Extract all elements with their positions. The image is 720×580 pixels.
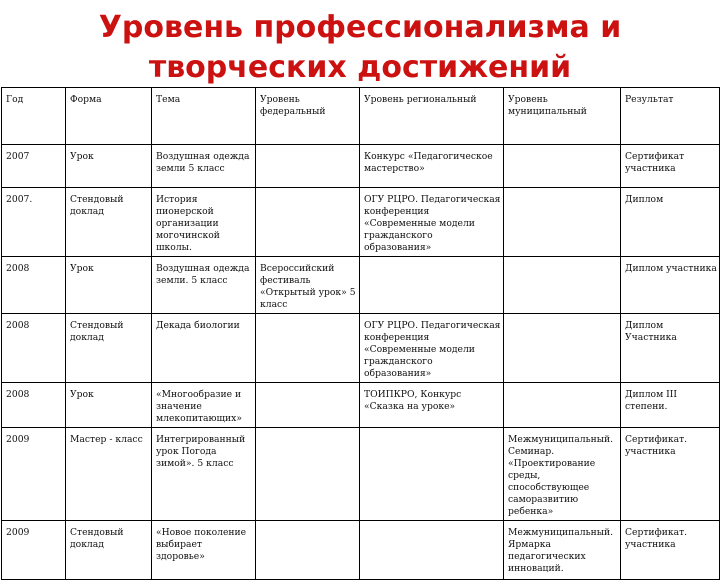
table-cell: Стендовый доклад (66, 188, 152, 257)
table-cell (256, 383, 360, 428)
table-cell: Воздушная одежда земли 5 класс (152, 145, 256, 188)
header-cell-year: Год (2, 88, 66, 145)
title-line-1: Уровень профессионализма и (98, 10, 622, 45)
table-cell: 2008 (2, 314, 66, 383)
table-cell: Стендовый доклад (66, 521, 152, 580)
table-cell: Диплом (621, 188, 720, 257)
table-cell (256, 428, 360, 521)
table-row (2, 521, 720, 580)
header-cell-regional: Уровень региональный (360, 88, 504, 145)
table-cell (504, 257, 621, 314)
table-cell: История пионерской организации могочинской школы. (152, 188, 256, 257)
table-cell (256, 314, 360, 383)
table-row (2, 383, 720, 428)
table-header-row (2, 88, 720, 145)
table-cell: 2008 (2, 257, 66, 314)
table-cell (360, 257, 504, 314)
table-cell (360, 428, 504, 521)
table-cell: ОГУ РЦРО. Педагогическая конференция «Современные модели гражданского образования» (360, 188, 504, 257)
header-cell-federal: Уровень федеральный (256, 88, 360, 145)
table-cell (504, 188, 621, 257)
table-cell: 2007. (2, 188, 66, 257)
table-cell: Мастер - класс (66, 428, 152, 521)
table-cell: Конкурс «Педагогическое мастерство» (360, 145, 504, 188)
table-cell (256, 145, 360, 188)
table-cell: Сертификат. участника (621, 428, 720, 521)
table-cell (256, 521, 360, 580)
table-cell: 2009 (2, 428, 66, 521)
achievements-table (1, 87, 720, 580)
header-cell-topic: Тема (152, 88, 256, 145)
header-cell-municipal: Уровень муниципальный (504, 88, 621, 145)
table-cell: 2007 (2, 145, 66, 188)
table-cell: ТОИПКРО, Конкурс «Сказка на уроке» (360, 383, 504, 428)
table-cell: Сертификат. участника (621, 521, 720, 580)
table-row (2, 145, 720, 188)
table-cell (256, 188, 360, 257)
table-row (2, 428, 720, 521)
slide-title (0, 8, 720, 88)
table-cell: Урок (66, 383, 152, 428)
table-cell (504, 383, 621, 428)
table-cell: Воздушная одежда земли. 5 класс (152, 257, 256, 314)
table-cell: ОГУ РЦРО. Педагогическая конференция «Современные модели гражданского образования» (360, 314, 504, 383)
table-cell (360, 521, 504, 580)
table-cell: 2008 (2, 383, 66, 428)
table-row (2, 257, 720, 314)
header-cell-result: Результат (621, 88, 720, 145)
table-cell: Межмуниципальный. Семинар. «Проектирование среды, способствующее саморазвитию ребенка» (504, 428, 621, 521)
table-cell: «Многообразие и значение млекопитающих» (152, 383, 256, 428)
table-cell (504, 314, 621, 383)
header-cell-form: Форма (66, 88, 152, 145)
title-line-2: творческих достижений (148, 50, 572, 85)
table-cell: Декада биологии (152, 314, 256, 383)
table-row (2, 314, 720, 383)
table-cell: Сертификат участника (621, 145, 720, 188)
table-cell: 2009 (2, 521, 66, 580)
table-cell: Урок (66, 145, 152, 188)
table-row (2, 188, 720, 257)
table-cell: Диплом участника (621, 257, 720, 314)
table-cell: Всероссийский фестиваль «Открытый урок» 5 класс (256, 257, 360, 314)
table-cell: Межмуниципальный. Ярмарка педагогических инноваций. (504, 521, 621, 580)
table-cell: Стендовый доклад (66, 314, 152, 383)
table-cell: Интегрированный урок Погода зимой». 5 класс (152, 428, 256, 521)
table-cell: «Новое поколение выбирает здоровье» (152, 521, 256, 580)
table-cell: Диплом III степени. (621, 383, 720, 428)
table-cell: Диплом Участника (621, 314, 720, 383)
table-cell (504, 145, 621, 188)
table-cell: Урок (66, 257, 152, 314)
